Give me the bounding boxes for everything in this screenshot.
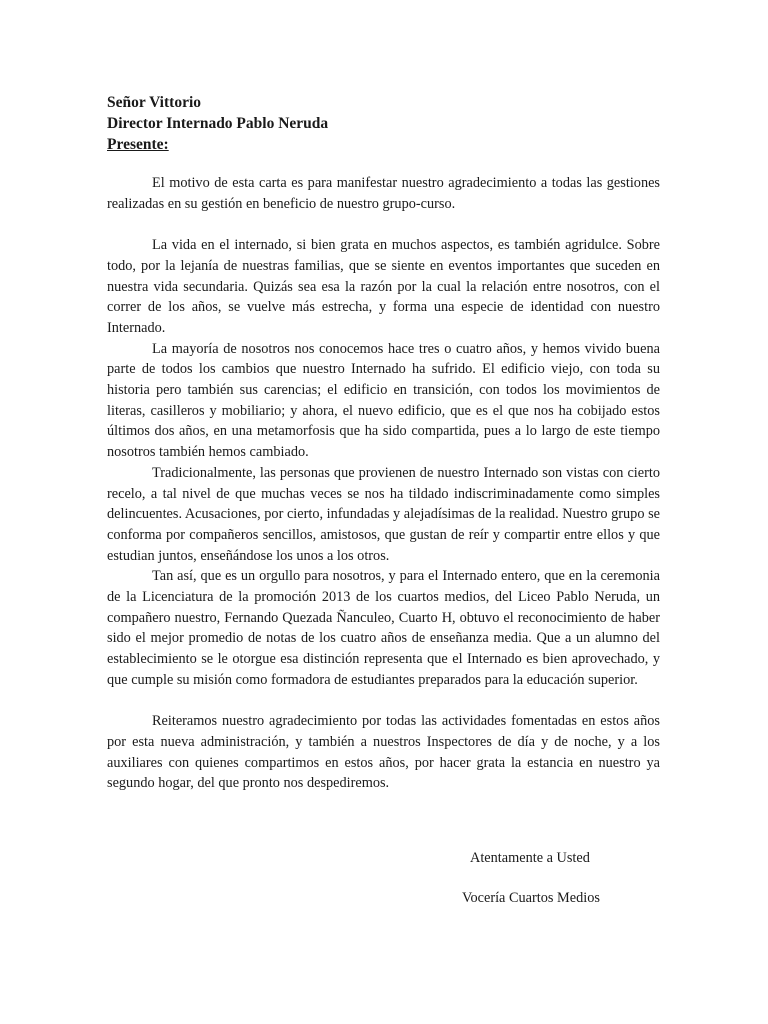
recipient-name: Señor Vittorio (107, 94, 201, 111)
paragraph-reputation: Tradicionalmente, las personas que provienen de nuestro Internado son vistas con cierto recelo, a tal nivel de que muchas veces se nos ha tildado indiscriminadamente como simples delincuentes. Acusaciones, por cierto, infundadas y alejadísimas de la realidad. Nuestro grupo se conforma por compañeros sencillos, amistosos, que gustan de reír y compartir entre ellos y que estudian juntos, enseñándose los unos a los otros. (107, 464, 660, 564)
paragraph-intro: El motivo de esta carta es para manifestar nuestro agradecimiento a todas las gestiones realizadas en su gestión en beneficio de nuestro grupo-curso. (107, 175, 660, 212)
paragraph-thanks: Reiteramos nuestro agradecimiento por todas las actividades fomentadas en estos años por esta nueva administración, y también a nuestros Inspectores de día y de noche, y a los auxiliares con quienes compartimos en estos años, por hacer grata la estancia en nuestro ya segundo hogar, del que pronto nos despediremos. (107, 713, 660, 792)
spacer (107, 691, 660, 712)
paragraph-internado-life: La vida en el internado, si bien grata en muchos aspectos, es también agridulce. Sobre todo, por la lejanía de nuestras familias, que se siente en eventos importantes que suceden en nuestra vida secundaria. Quizás sea esa la razón por la cual la relación entre nosotros, con el correr de los años, se vuelve más estrecha, y forma una especie de identidad con nuestro Internado. (107, 237, 660, 336)
recipient-title: Director Internado Pablo Neruda (107, 115, 329, 132)
spacer (107, 155, 660, 173)
spacer (107, 214, 660, 235)
letter-body (107, 92, 660, 794)
salutation: Presente: (107, 136, 169, 153)
paragraph-changes: La mayoría de nosotros nos conocemos hace tres o cuatro años, y hemos vivido buena parte de todos los cambios que nuestro Internado ha sufrido. El edificio viejo, con toda su historia pero también sus carencias; el edificio en transición, con todos los movimientos de literas, casilleros y mobiliario; y ahora, el nuevo edificio, que es el que nos ha cobijado estos últimos dos años, en una metamorfosis que ha sido compartida, pues a lo largo de este tiempo nosotros también hemos cambiado. (107, 340, 660, 461)
paragraph-achievement: Tan así, que es un orgullo para nosotros, y para el Internado entero, que en la ceremonia de la Licenciatura de la promoción 2013 de los cuartos medios, del Liceo Pablo Neruda, un compañero nuestro, Fernando Quezada Ñanculeo, Cuarto H, obtuvo el reconocimiento de haber sido el mejor promedio de notas de los cuatro años de enseñanza media. Que a un alumno del establecimiento se le otorgue esa distinción representa que el Internado es bien aprovechado, y que cumple su misión como formadora de estudiantes preparados para la educación superior. (107, 568, 660, 688)
signatory: Vocería Cuartos Medios (462, 890, 600, 906)
valediction: Atentamente a Usted (470, 850, 590, 866)
